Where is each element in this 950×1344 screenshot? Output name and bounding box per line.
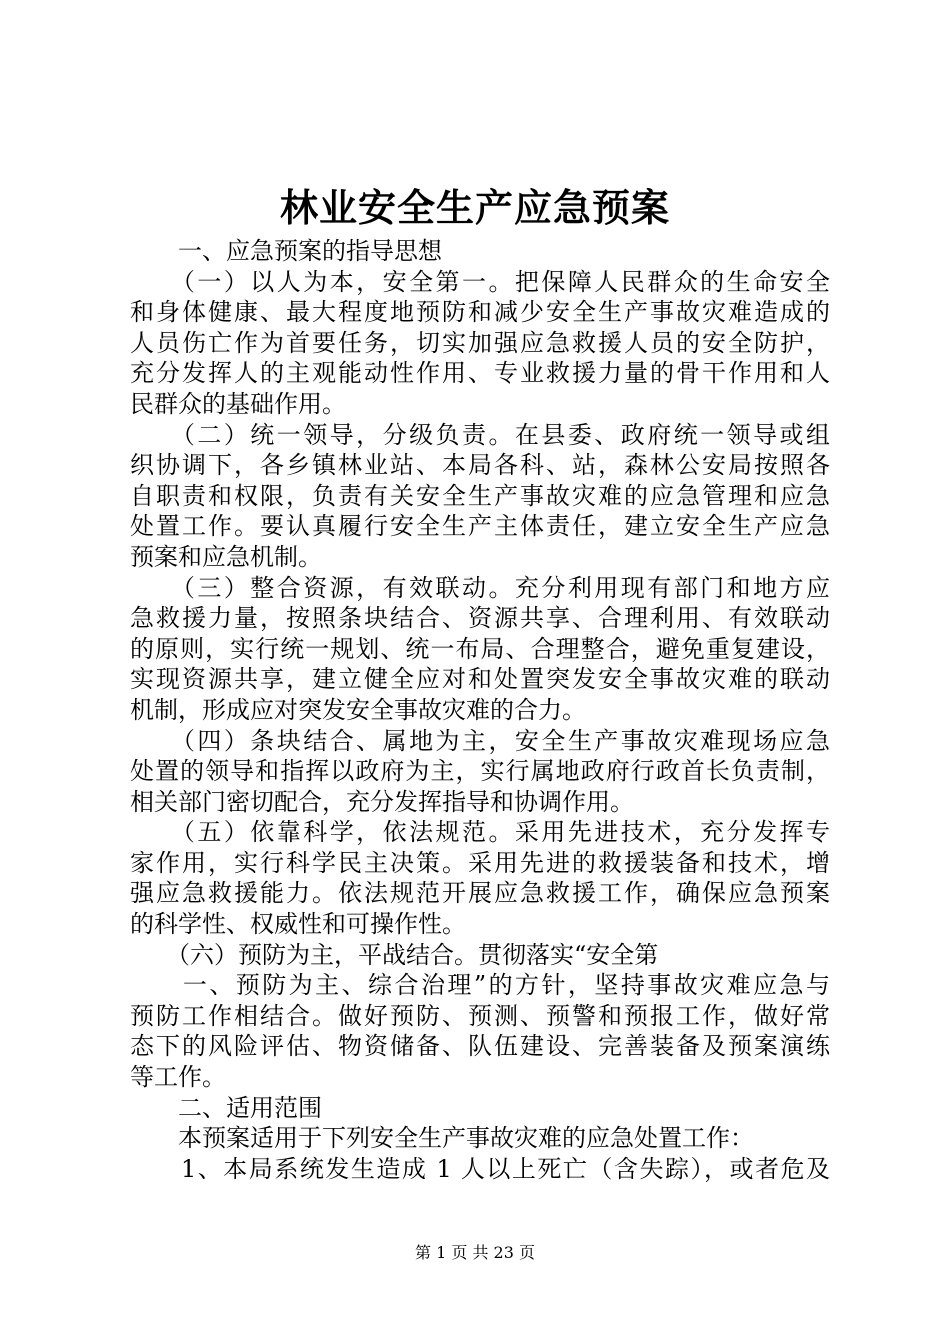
body-line: （五）依靠科学，依法规范。采用先进技术，充分发挥专 [130,818,830,847]
body-line: 民群众的基础作用。 [130,389,346,418]
body-line: 处置的领导和指挥以政府为主，实行属地政府行政首长负责制， [130,757,830,786]
body-line: 二、适用范围 [130,1093,322,1122]
body-line: 急救援力量，按照条块结合、资源共享、合理利用、有效联动 [130,604,830,633]
body-line: 强应急救援能力。依法规范开展应急救援工作，确保应急预案 [130,879,830,908]
body-line: 家作用，实行科学民主决策。采用先进的救援装备和技术，增 [130,848,830,877]
body-line: 自职责和权限，负责有关安全生产事故灾难的应急管理和应急 [130,481,830,510]
body-line: 实现资源共享，建立健全应对和处置突发安全事故灾难的联动 [130,665,830,694]
body-line: （二）统一领导，分级负责。在县委、政府统一领导或组 [130,420,830,449]
body-line: （六）预防为主，平战结合。贯彻落实“安全第 [130,940,659,969]
body-line: 预防工作相结合。做好预防、预测、预警和预报工作，做好常 [130,1001,830,1030]
document-title: 林业安全生产应急预案 [279,185,670,230]
document-body [130,236,830,1184]
body-line: 机制，形成应对突发安全事故灾难的合力。 [130,695,586,724]
body-line: 相关部门密切配合，充分发挥指导和协调作用。 [130,787,634,816]
body-line: 一、应急预案的指导思想 [130,237,442,265]
body-line: （一）以人为本，安全第一。把保障人民群众的生命安全 [130,267,830,296]
body-line: 态下的风险评估、物资储备、队伍建设、完善装备及预案演练 [130,1032,830,1061]
body-line: 本预案适用于下列安全生产事故灾难的应急处置工作： [130,1124,754,1153]
body-line: 一、预防为主、综合治理”的方针，坚持事故灾难应急与 [130,971,830,1000]
body-line: 处置工作。要认真履行安全生产主体责任，建立安全生产应急 [130,512,830,541]
body-line: （四）条块结合、属地为主，安全生产事故灾难现场应急 [130,726,830,755]
body-line: 1、本局系统发生造成 1 人以上死亡（含失踪），或者危及 [130,1154,830,1183]
body-line: 的科学性、权威性和可操作性。 [130,910,466,939]
body-line: 等工作。 [130,1063,226,1092]
body-line: 充分发挥人的主观能动性作用、专业救援力量的骨干作用和人 [130,359,830,388]
page-footer: 第 1 页 共 23 页 [415,1243,535,1262]
body-line: 和身体健康、最大程度地预防和减少安全生产事故灾难造成的 [130,298,830,327]
body-line: 预案和应急机制。 [130,542,322,571]
body-line: 人员伤亡作为首要任务，切实加强应急救援人员的安全防护， [130,328,830,357]
body-line: 织协调下，各乡镇林业站、本局各科、站，森林公安局按照各 [130,451,830,480]
body-line: 的原则，实行统一规划、统一布局、合理整合，避免重复建设， [130,634,830,663]
body-line: （三）整合资源，有效联动。充分利用现有部门和地方应 [130,573,830,602]
